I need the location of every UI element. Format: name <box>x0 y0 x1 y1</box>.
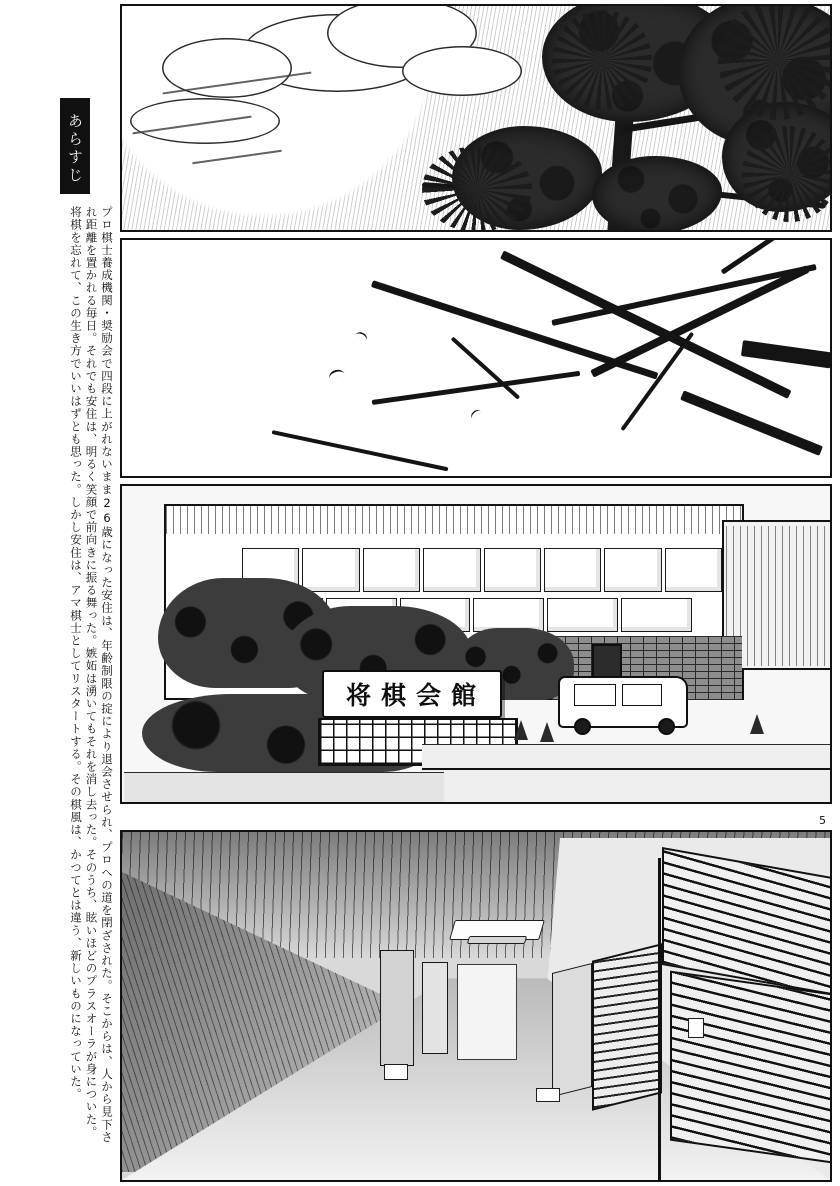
pavement <box>422 744 832 804</box>
window <box>363 548 420 592</box>
cloud-shape <box>402 46 522 96</box>
facade-shading <box>166 506 742 534</box>
van-window <box>622 684 662 706</box>
room-sign <box>688 1018 704 1038</box>
leaf-spray <box>718 4 832 120</box>
leaf-spray <box>742 126 832 222</box>
window <box>484 548 541 592</box>
upper-window-row <box>242 548 722 592</box>
window <box>665 548 722 592</box>
curb-line <box>422 768 832 770</box>
room-sign <box>536 1088 560 1102</box>
sign-char: 会 <box>416 681 444 710</box>
window <box>473 598 544 632</box>
ceiling-lamp-shadow <box>467 936 527 944</box>
louver-shutter <box>592 943 662 1110</box>
cloud-shape <box>130 98 280 144</box>
traffic-cone <box>750 714 764 734</box>
window <box>621 598 692 632</box>
window <box>423 548 480 592</box>
panel-shogi-hall-exterior <box>120 484 832 804</box>
panel-2-artwork <box>122 240 830 476</box>
panel-1-artwork <box>122 6 830 230</box>
window <box>604 548 661 592</box>
room-sign <box>384 1064 408 1080</box>
page-number: 5 <box>819 814 826 827</box>
traffic-cone <box>514 720 528 740</box>
sign-char: 館 <box>451 681 479 710</box>
corridor-door <box>422 962 448 1054</box>
wall-edge <box>658 858 661 1182</box>
leaf-spray <box>552 10 652 110</box>
synopsis-tag: あらすじ <box>60 98 90 194</box>
panel-3-artwork <box>122 486 830 802</box>
corridor-door <box>380 950 414 1066</box>
window <box>302 548 359 592</box>
panel-4-artwork <box>122 832 830 1180</box>
window <box>544 548 601 592</box>
louver-shutter <box>670 971 832 1164</box>
leaf-spray <box>422 146 532 232</box>
sign-char: 棋 <box>380 681 408 710</box>
panel-sky-and-tree <box>120 4 832 232</box>
corridor-door <box>552 963 592 1097</box>
traffic-cone <box>540 722 554 742</box>
synopsis-body-text: プロ棋士養成機関・奨励会で四段に上がれないまま26歳になった安住は、年齢制限の掟により退会させられ、プロへの道を閉ざされた。そこからは、人から見下され距離を置かれる毎日。それでも安住は、明るく笑顔で前向きに振る舞った。嫉妬は湧いてもそれを消し去った。そのうち、眩いほどのプラスオーラが身についた。将棋を忘れて、この生き方でいいはずとも思った。しかし安住は、アマ棋士としてリスタートする。その棋風は、かつてとは違う、新しいものになっていた。 <box>69 206 114 1144</box>
panel-corridor-interior <box>120 830 832 1182</box>
van-wheel <box>574 718 591 735</box>
sign-char: 将 <box>345 681 373 710</box>
corridor-far-end <box>457 964 517 1060</box>
van-window <box>574 684 616 706</box>
van-wheel <box>658 718 675 735</box>
panel-bare-branches <box>120 238 832 478</box>
shogi-hall-signboard <box>322 670 502 718</box>
window <box>547 598 618 632</box>
sidewalk <box>124 772 444 804</box>
